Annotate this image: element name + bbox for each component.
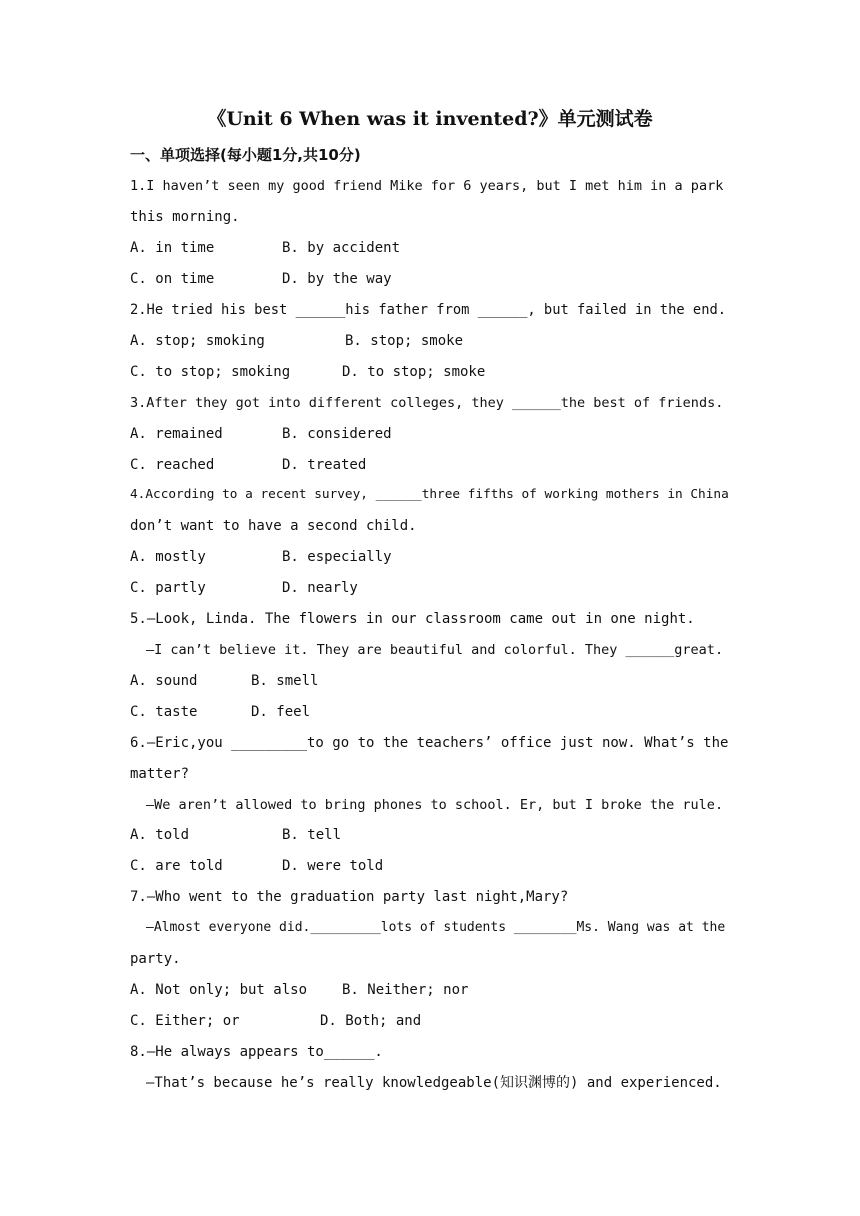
question-6-option-d: D. were told [282,858,384,874]
question-8-line-1: 8.—He always appears to______. [130,1044,383,1060]
question-7-option-c: C. Either; or [130,1013,240,1029]
question-7-line-3: party. [130,951,181,967]
question-1-option-c: C. on time [130,271,215,287]
question-1-option-d: D. by the way [282,271,392,287]
question-6-line-2: matter? [130,766,190,782]
question-1-line-2: this morning. [130,209,240,225]
question-6-option-c: C. are told [130,858,223,874]
question-5-line-1: 5.—Look, Linda. The flowers in our classroom came out in one night. [130,611,695,627]
question-7-option-b: B. Neither; nor [342,982,469,998]
question-6-option-a: A. told [130,827,190,843]
question-2-option-b: B. stop; smoke [345,333,464,349]
question-4-option-a: A. mostly [130,549,206,565]
question-4-line-2: don’t want to have a second child. [130,518,417,534]
document-title: 《Unit 6 When was it invented?》单元测试卷 [207,108,653,130]
question-6-line-3: —We aren’t allowed to bring phones to school. Er, but I broke the rule. [146,797,724,813]
question-3-line-1: 3.After they got into different colleges, they ______the best of friends. [130,395,724,411]
question-1-option-a: A. in time [130,240,215,256]
question-8-line-2: —That’s because he’s really knowledgeable(知识渊博的) and experienced. [146,1075,722,1091]
question-4-option-c: C. partly [130,580,206,596]
question-5-option-a: A. sound [130,673,198,689]
question-7-line-1: 7.—Who went to the graduation party last night,Mary? [130,889,569,905]
question-1-line-1: 1.I haven’t seen my good friend Mike for 6 years, but I met him in a park [130,178,724,194]
question-6-line-1: 6.—Eric,you _________to go to the teachers’ office just now. What’s the [130,735,729,751]
section-heading: 一、单项选择(每小题1分,共10分) [130,146,361,164]
question-3-option-c: C. reached [130,457,215,473]
question-3-option-a: A. remained [130,426,223,442]
question-7-line-2: —Almost everyone did._________lots of students ________Ms. Wang was at the [146,920,726,935]
question-3-option-b: B. considered [282,426,392,442]
question-5-line-2: —I can’t believe it. They are beautiful and colorful. They ______great. [146,642,724,658]
question-7-option-d: D. Both; and [320,1013,422,1029]
question-4-option-d: D. nearly [282,580,358,596]
question-5-option-b: B. smell [251,673,319,689]
question-7-option-a: A. Not only; but also [130,982,308,998]
question-2-option-d: D. to stop; smoke [342,364,486,380]
question-5-option-d: D. feel [251,704,311,720]
question-1-option-b: B. by accident [282,240,401,256]
question-5-option-c: C. taste [130,704,198,720]
question-4-line-1: 4.According to a recent survey, ______three fifths of working mothers in China [130,487,729,502]
question-2-line-1: 2.He tried his best ______his father from ______, but failed in the end. [130,302,727,318]
question-2-option-c: C. to stop; smoking [130,364,291,380]
question-4-option-b: B. especially [282,549,392,565]
question-2-option-a: A. stop; smoking [130,333,265,349]
question-3-option-d: D. treated [282,457,367,473]
question-6-option-b: B. tell [282,827,342,843]
